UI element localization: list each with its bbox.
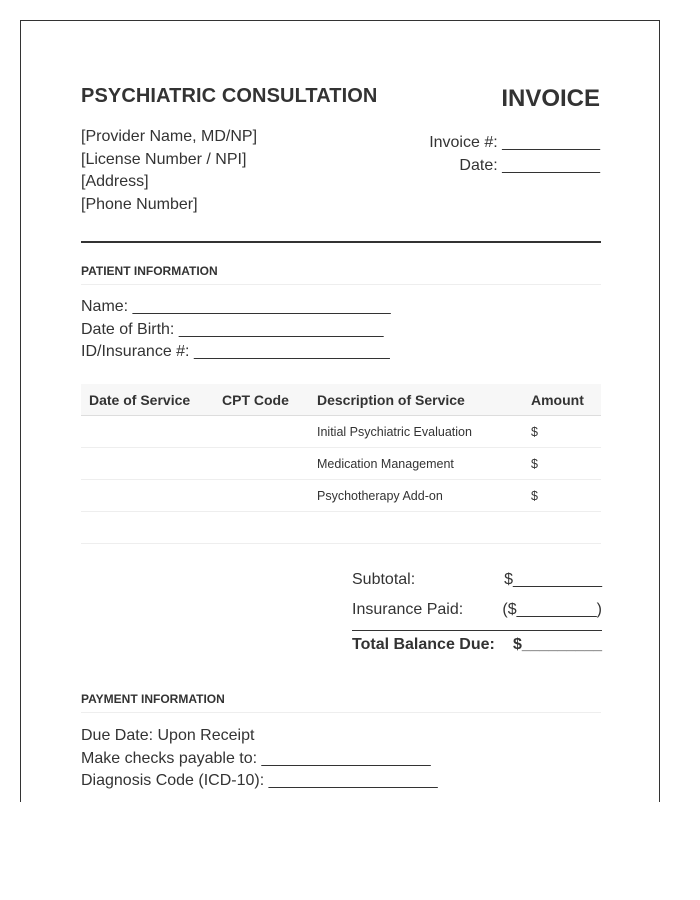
payment-section-heading: PAYMENT INFORMATION <box>81 692 601 713</box>
due-date-text: Due Date: Upon Receipt <box>81 727 255 744</box>
total-due-value: $_________ <box>513 636 602 653</box>
services-table <box>81 384 601 544</box>
provider-phone: [Phone Number] <box>81 195 198 213</box>
totals-divider <box>352 630 602 631</box>
patient-block <box>81 296 391 364</box>
description-cell: Initial Psychiatric Evaluation <box>309 416 523 448</box>
patient-id-field: ID/Insurance #: ______________________ <box>81 343 390 360</box>
invoice-page <box>20 20 660 802</box>
insurance-paid-value: ($_________) <box>502 601 602 618</box>
patient-name-field: Name: _____________________________ <box>81 298 391 315</box>
total-due-label: Total Balance Due: <box>352 636 495 653</box>
diagnosis-code-field: Diagnosis Code (ICD-10): ___________________ <box>81 772 438 789</box>
header-divider <box>81 241 601 243</box>
provider-name: [Provider Name, MD/NP] <box>81 128 258 145</box>
patient-dob-field: Date of Birth: _______________________ <box>81 320 384 338</box>
table-header-row <box>81 384 601 416</box>
column-header: Description of Service <box>309 384 523 416</box>
cpt-code-cell <box>214 512 309 544</box>
totals-block <box>352 568 602 663</box>
amount-cell: $ <box>523 448 601 480</box>
cpt-code-cell <box>214 448 309 480</box>
total-due-row <box>352 633 602 663</box>
cpt-code-cell <box>214 416 309 448</box>
invoice-meta <box>429 132 600 177</box>
insurance-paid-row <box>352 598 602 628</box>
subtotal-label: Subtotal: <box>352 571 416 588</box>
amount-cell <box>523 512 601 544</box>
provider-license: [License Number / NPI] <box>81 150 247 168</box>
service-date-cell <box>81 416 214 448</box>
description-cell <box>309 512 523 544</box>
table-row <box>81 448 601 480</box>
subtotal-row <box>352 568 602 598</box>
column-header: Date of Service <box>81 384 214 416</box>
amount-cell: $ <box>523 480 601 512</box>
column-header: CPT Code <box>214 384 309 416</box>
amount-cell: $ <box>523 416 601 448</box>
table-row <box>81 512 601 544</box>
invoice-date-field: Date: ___________ <box>459 156 600 174</box>
provider-address: [Address] <box>81 173 149 190</box>
table-row <box>81 480 601 512</box>
payable-to-field: Make checks payable to: ___________________ <box>81 749 431 767</box>
subtotal-value: $__________ <box>504 571 602 588</box>
service-date-cell <box>81 448 214 480</box>
provider-block <box>81 126 257 216</box>
table-row <box>81 416 601 448</box>
payment-block <box>81 725 438 793</box>
description-cell: Psychotherapy Add-on <box>309 480 523 512</box>
patient-section-heading: PATIENT INFORMATION <box>81 264 601 285</box>
service-date-cell <box>81 512 214 544</box>
insurance-paid-label: Insurance Paid: <box>352 601 464 618</box>
document-title: INVOICE <box>501 85 600 112</box>
column-header: Amount <box>523 384 601 416</box>
description-cell: Medication Management <box>309 448 523 480</box>
service-date-cell <box>81 480 214 512</box>
cpt-code-cell <box>214 480 309 512</box>
invoice-number-field: Invoice #: ___________ <box>429 134 600 151</box>
practice-title: PSYCHIATRIC CONSULTATION <box>81 85 378 107</box>
